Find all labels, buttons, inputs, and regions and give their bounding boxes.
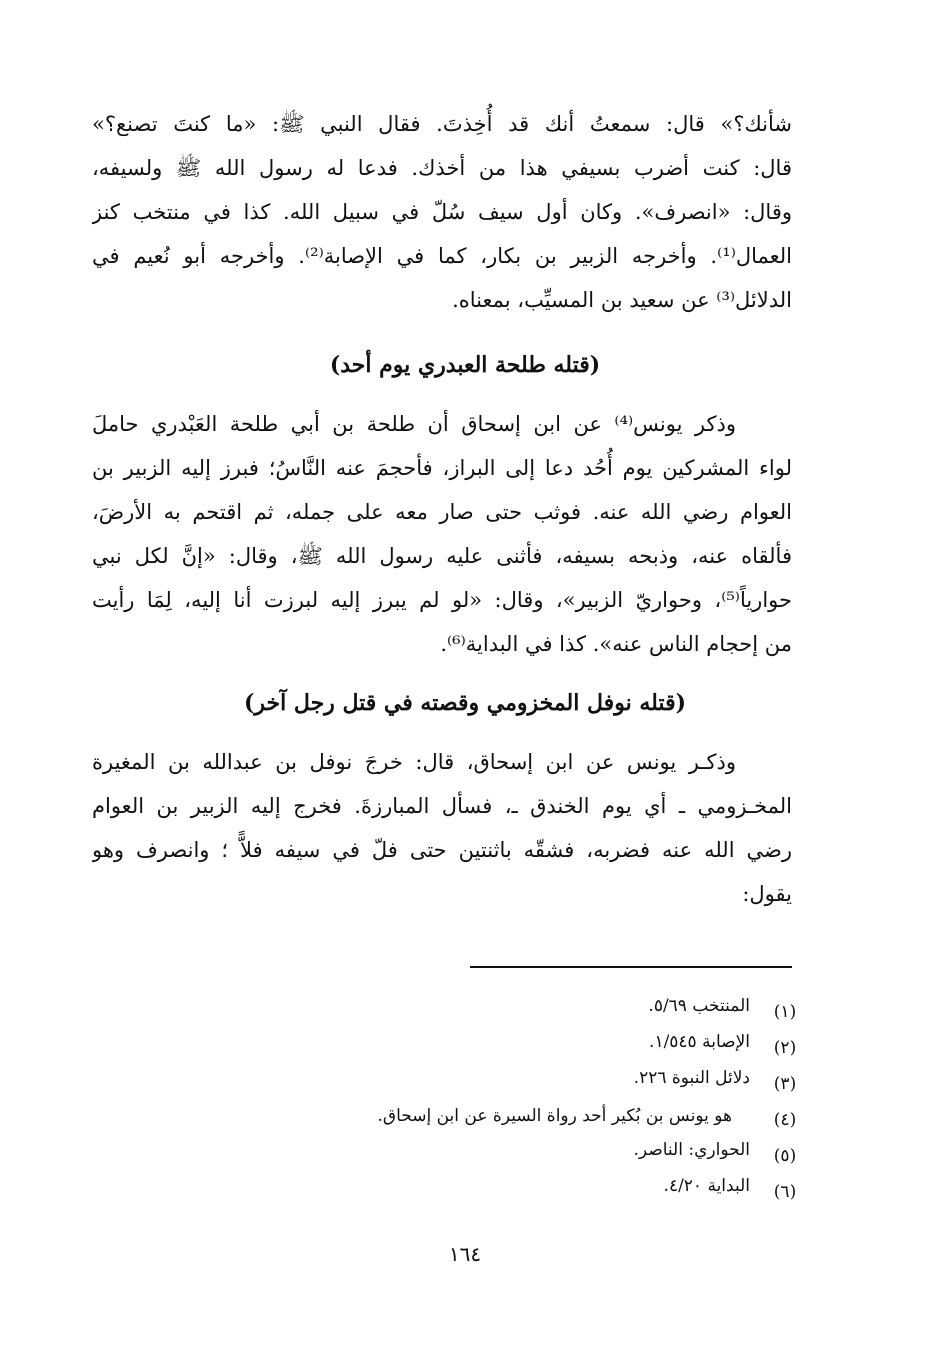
paragraph-line: يقول: [742, 882, 792, 906]
footnote-number: (١) [773, 1002, 797, 1022]
footnote-item [242, 1060, 802, 1096]
footnote-item [242, 1024, 802, 1060]
paragraph-line: شأنك؟» قال: سمعتُ أنك قد أُخِذتَ. فقال النبي ﷺ: «ما كنتَ تصنع؟» [92, 112, 792, 136]
page-number: ١٦٤ [448, 1242, 482, 1266]
footnote-item [242, 1132, 802, 1168]
paragraph-line: الدلائل⁽³⁾ عن سعيد بن المسيِّب، بمعناه. [452, 288, 792, 312]
paragraph-2 [92, 402, 792, 666]
footnote-text: الحواري: الناصر. [633, 1140, 750, 1160]
footnote-text: الإصابة ١/٥٤٥. [649, 1032, 750, 1052]
footnote-text: هو يونس بن بُكير أحد رواة السيرة عن ابن إسحاق. [377, 1106, 732, 1126]
section-heading-talha: (قتله طلحة العبدري يوم أحد) [329, 352, 601, 378]
footnote-separator [470, 966, 792, 968]
paragraph-line: قال: كنت أضرب بسيفي هذا من أخذك. فدعا له رسول الله ﷺ ولسيفه، [92, 156, 792, 180]
paragraph-line: رضي الله عنه فضربه، فشقّه باثنتين حتى فلّ في سيفه فلاًّ ؛ وانصرف وهو [92, 838, 792, 862]
paragraph-line: وذكر يونس⁽⁴⁾ عن ابن إسحاق أن طلحة بن أبي طلحة العَبْدري حاملَ [92, 412, 736, 436]
footnote-item [242, 988, 802, 1024]
paragraph-line: وذكـر يونس عن ابن إسحاق، قال: خرجَ نوفل بن عبدالله بن المغيرة [92, 750, 736, 774]
footnote-number: (٥) [773, 1146, 797, 1166]
paragraph-3 [92, 740, 792, 916]
paragraph-1 [92, 102, 792, 322]
footnote-text: البداية ٤/٢٠. [663, 1176, 750, 1196]
footnote-text: دلائل النبوة ٢٢٦. [633, 1068, 750, 1088]
footnote-number: (٣) [773, 1074, 797, 1094]
paragraph-line: فألقاه عنه، وذبحه بسيفه، فأثنى عليه رسول الله ﷺ، وقال: «إنَّ لكل نبي [92, 544, 792, 568]
paragraph-line: العمال⁽¹⁾. وأخرجه الزبير بن بكار، كما في الإصابة⁽²⁾. وأخرجه أبو نُعيم في [92, 244, 792, 268]
footnote-item [242, 1096, 802, 1132]
paragraph-line: وقال: «انصرف». وكان أول سيف سُلّ في سبيل الله. كذا في منتخب كنز [92, 200, 792, 224]
footnotes [242, 988, 802, 1204]
footnote-item [242, 1168, 802, 1204]
paragraph-line: لواء المشركين يوم أُحُد دعا إلى البراز، فأحجمَ عنه النَّاسُ؛ فبرز إليه الزبير بن [92, 456, 792, 480]
footnote-number: (٢) [773, 1038, 797, 1058]
paragraph-line: من إحجام الناس عنه». كذا في البداية⁽⁶⁾. [440, 632, 792, 656]
footnote-number: (٦) [773, 1182, 797, 1202]
footnote-number: (٤) [773, 1110, 797, 1130]
paragraph-line: العوام رضي الله عنه. فوثب حتى صار معه على جمله، ثم اقتحم به الأرضَ، [92, 500, 792, 524]
section-heading-nawfal: (قتله نوفل المخزومي وقصته في قتل رجل آخر) [243, 690, 686, 716]
paragraph-line: حوارياً⁽⁵⁾، وحواريّ الزبير»، وقال: «لو لم يبرز إليه لبرزت أنا إليه، لِمَا رأيت [92, 588, 792, 612]
paragraph-line: المخـزومي ـ أي يوم الخندق ـ، فسأل المبارزةَ. فخرج إليه الزبير بن العوام [92, 794, 792, 818]
footnote-text: المنتخب ٥/٦٩. [648, 996, 750, 1016]
